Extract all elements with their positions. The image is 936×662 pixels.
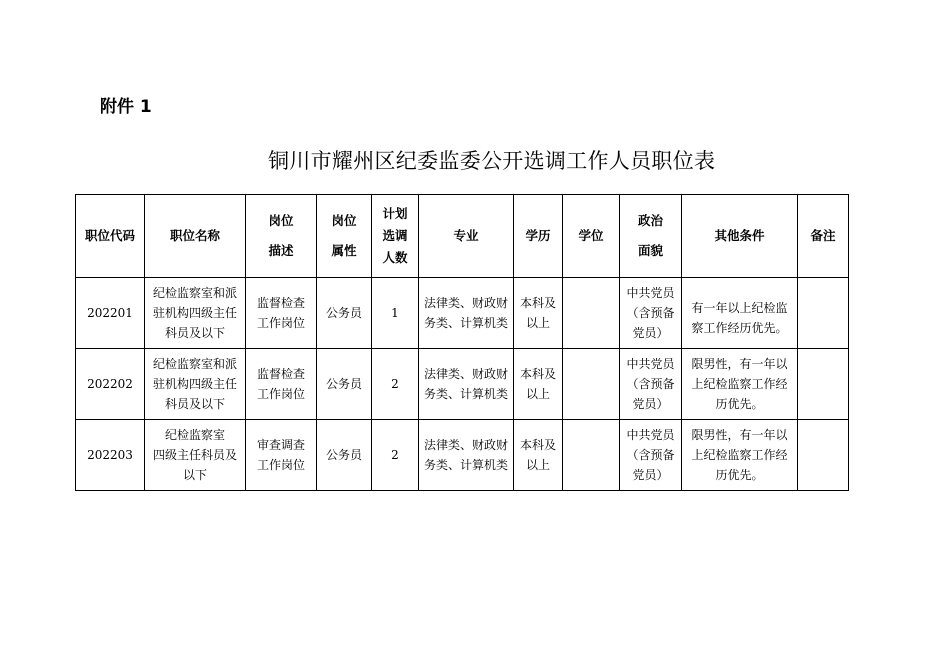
- cell-politics: [620, 349, 682, 420]
- cell-politics-line: 中共党员: [626, 428, 675, 442]
- cell-other-line: 上纪检监察工作经: [691, 377, 788, 391]
- cell-education-line: 本科及: [519, 296, 556, 310]
- header-attr-line: 岗位: [331, 213, 357, 228]
- cell-education: [514, 349, 563, 420]
- cell-education-line: 以上: [525, 316, 550, 330]
- cell-major-line: 法律类、财政财: [423, 438, 508, 452]
- cell-name: [145, 349, 246, 420]
- cell-major-line: 务类、计算机类: [423, 316, 508, 330]
- cell-desc-line: 监督检查: [256, 367, 305, 381]
- cell-other-line: 历优先。: [715, 397, 764, 411]
- cell-politics-line: 中共党员: [626, 357, 675, 371]
- cell-politics-line: 中共党员: [626, 286, 675, 300]
- cell-desc-line: 工作岗位: [256, 316, 305, 330]
- cell-name-line: 驻机构四级主任: [152, 306, 237, 320]
- header-other: 其他条件: [682, 195, 798, 278]
- cell-major-line: 法律类、财政财: [423, 296, 508, 310]
- cell-remark: [798, 349, 849, 420]
- header-politics: [620, 195, 682, 278]
- header-education: 学历: [514, 195, 563, 278]
- cell-other-line: 有一年以上纪检监: [691, 301, 788, 315]
- position-table: [75, 194, 849, 491]
- cell-other: [682, 420, 798, 491]
- cell-name-line: 纪检监察室和派: [152, 286, 237, 300]
- cell-desc-line: 工作岗位: [256, 458, 305, 472]
- cell-code: 202203: [76, 420, 145, 491]
- cell-major-line: 务类、计算机类: [423, 387, 508, 401]
- cell-remark: [798, 278, 849, 349]
- cell-education-line: 以上: [525, 387, 550, 401]
- header-attr-line: 属性: [331, 243, 357, 258]
- header-count-line: 选调: [382, 228, 408, 243]
- cell-politics-line: （含预备: [626, 448, 675, 462]
- cell-other-line: 察工作经历优先。: [691, 321, 788, 335]
- cell-education-line: 本科及: [519, 438, 556, 452]
- cell-name-line: 科员及以下: [164, 326, 225, 340]
- header-desc-line: 描述: [268, 243, 294, 258]
- page-title: 铜川市耀州区纪委监委公开选调工作人员职位表: [268, 149, 716, 173]
- cell-other-line: 限男性，有一年以: [691, 428, 788, 442]
- cell-attr: 公务员: [317, 349, 372, 420]
- cell-remark: [798, 420, 849, 491]
- cell-politics-line: （含预备: [626, 377, 675, 391]
- cell-count: 1: [372, 278, 419, 349]
- cell-politics: [620, 420, 682, 491]
- cell-other-line: 上纪检监察工作经: [691, 448, 788, 462]
- cell-major-line: 务类、计算机类: [423, 458, 508, 472]
- header-name: 职位名称: [145, 195, 246, 278]
- cell-name: [145, 278, 246, 349]
- cell-name-line: 以下: [182, 468, 207, 482]
- cell-education-line: 本科及: [519, 367, 556, 381]
- cell-education-line: 以上: [525, 458, 550, 472]
- cell-count: 2: [372, 349, 419, 420]
- cell-desc-line: 监督检查: [256, 296, 305, 310]
- cell-degree: [563, 349, 620, 420]
- header-remark: 备注: [798, 195, 849, 278]
- cell-other: [682, 278, 798, 349]
- cell-education: [514, 420, 563, 491]
- cell-name-line: 纪检监察室和派: [152, 357, 237, 371]
- header-count-line: 人数: [382, 250, 408, 265]
- cell-politics-line: （含预备: [626, 306, 675, 320]
- cell-major-line: 法律类、财政财: [423, 367, 508, 381]
- header-desc-line: 岗位: [268, 213, 294, 228]
- cell-other: [682, 349, 798, 420]
- table-row: [76, 349, 849, 420]
- header-count: [372, 195, 419, 278]
- header-code: 职位代码: [76, 195, 145, 278]
- cell-major: [419, 420, 514, 491]
- header-count-line: 计划: [382, 206, 408, 221]
- cell-politics-line: 党员）: [632, 397, 669, 411]
- cell-education: [514, 278, 563, 349]
- header-major: 专业: [419, 195, 514, 278]
- cell-degree: [563, 278, 620, 349]
- cell-count: 2: [372, 420, 419, 491]
- cell-name-line: 驻机构四级主任: [152, 377, 237, 391]
- header-desc: [246, 195, 317, 278]
- cell-name-line: 纪检监察室: [164, 428, 225, 442]
- cell-desc: [246, 420, 317, 491]
- cell-desc-line: 工作岗位: [256, 387, 305, 401]
- cell-attr: 公务员: [317, 278, 372, 349]
- cell-name-line: 四级主任科员及: [152, 448, 237, 462]
- table-header-row: [76, 195, 849, 278]
- cell-name: [145, 420, 246, 491]
- header-attr: [317, 195, 372, 278]
- cell-degree: [563, 420, 620, 491]
- cell-other-line: 历优先。: [715, 468, 764, 482]
- cell-politics-line: 党员）: [632, 326, 669, 340]
- table-row: [76, 420, 849, 491]
- cell-politics: [620, 278, 682, 349]
- header-degree: 学位: [563, 195, 620, 278]
- cell-desc: [246, 349, 317, 420]
- cell-code: 202201: [76, 278, 145, 349]
- cell-attr: 公务员: [317, 420, 372, 491]
- cell-major: [419, 349, 514, 420]
- cell-desc-line: 审查调查: [256, 438, 305, 452]
- table-row: [76, 278, 849, 349]
- header-politics-line: 面貌: [637, 243, 663, 258]
- cell-politics-line: 党员）: [632, 468, 669, 482]
- header-politics-line: 政治: [637, 213, 663, 228]
- cell-name-line: 科员及以下: [164, 397, 225, 411]
- cell-major: [419, 278, 514, 349]
- cell-desc: [246, 278, 317, 349]
- attachment-label: 附件 1: [100, 97, 152, 117]
- cell-code: 202202: [76, 349, 145, 420]
- cell-other-line: 限男性，有一年以: [691, 357, 788, 371]
